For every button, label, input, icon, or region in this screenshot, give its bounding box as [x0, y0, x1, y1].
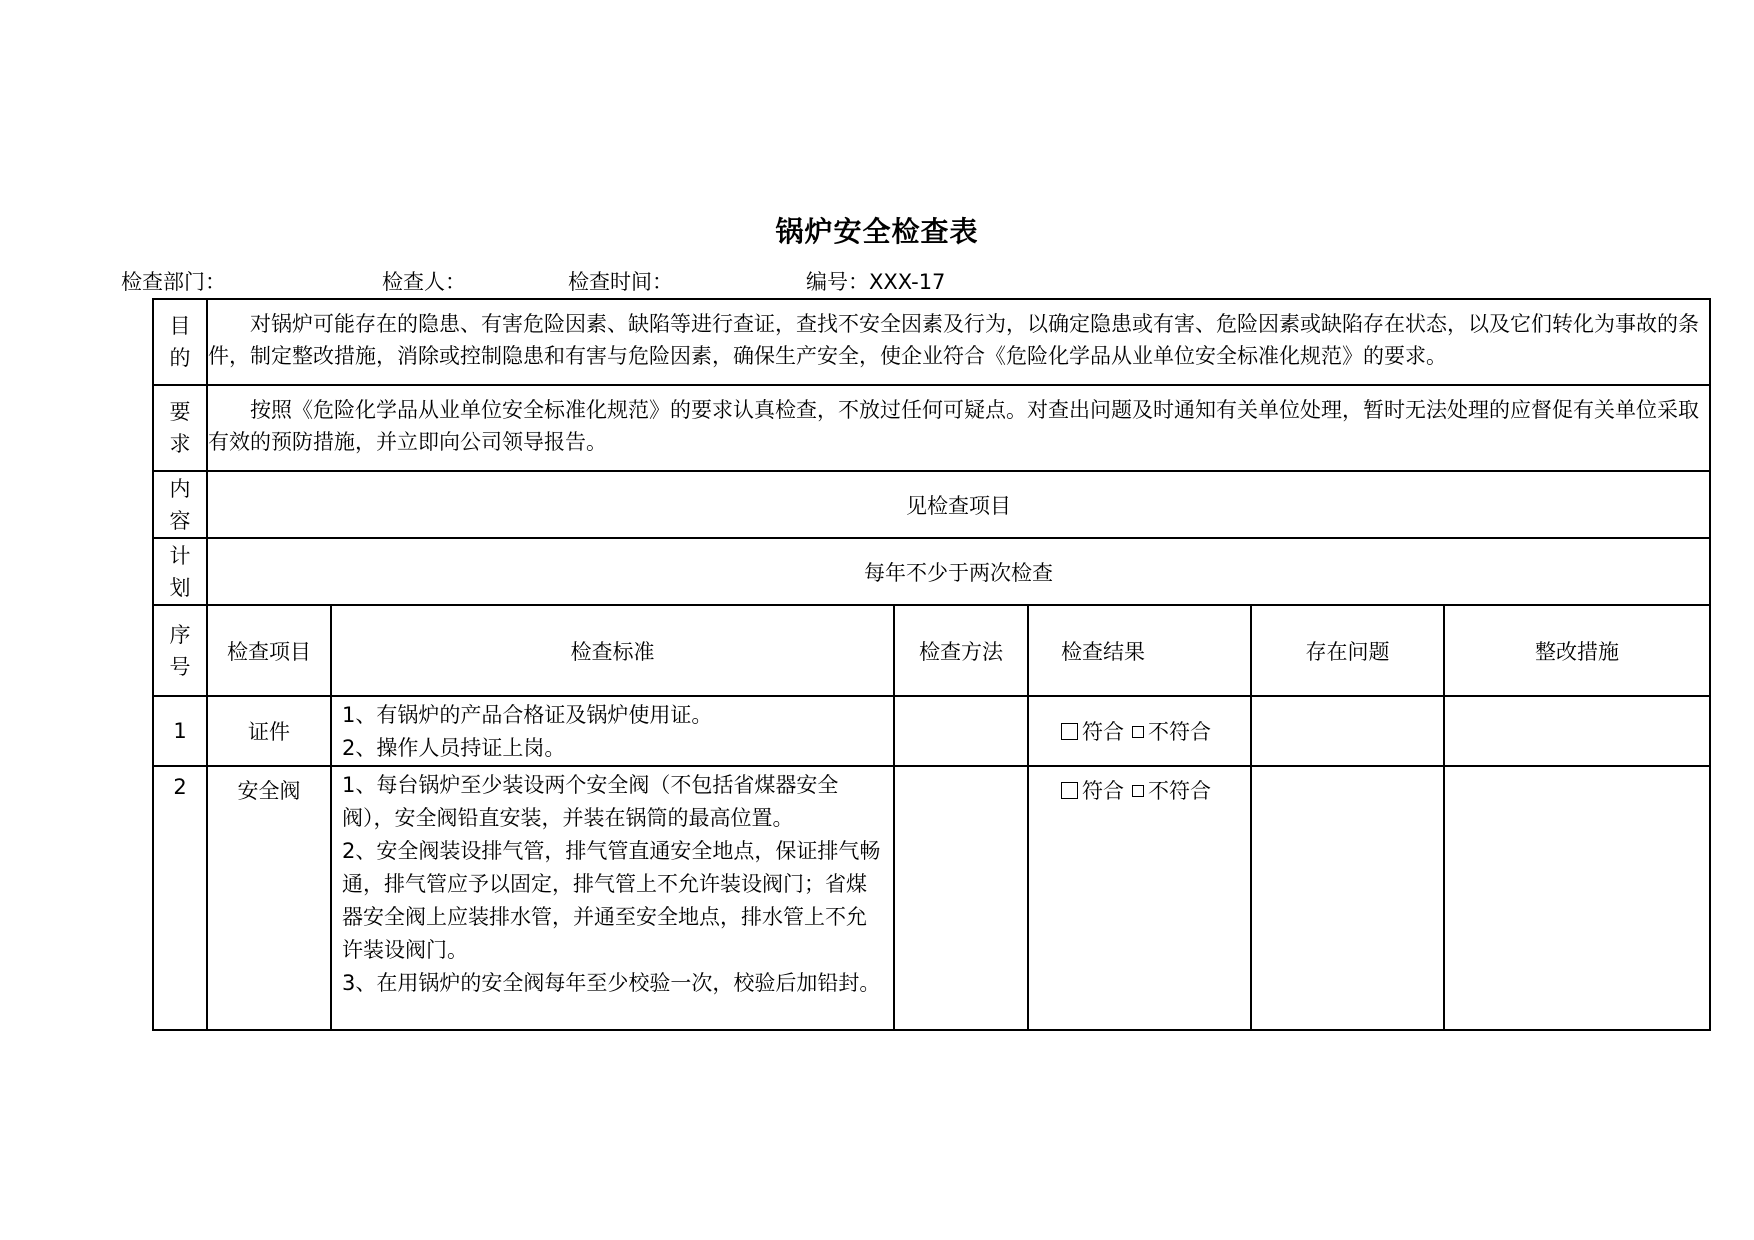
row-result [1028, 766, 1251, 1030]
purpose-label: 目 的 [153, 299, 207, 385]
requirement-text: 按照《危险化学品从业单位安全标准化规范》的要求认真检查，不放过任何可疑点。对查出问题及时通知有关单位处理，暂时无法处理的应督促有关单位采取有效的预防措施，并立即向公司领导报告。 [207, 385, 1710, 471]
header-result: 检查结果 [1028, 605, 1251, 696]
plan-text: 每年不少于两次检查 [207, 538, 1710, 605]
header-seq: 序 号 [153, 605, 207, 696]
row-criteria: 1、每台锅炉至少装设两个安全阀（不包括省煤器安全阀），安全阀铅直安装，并装在锅筒的最高位置。 2、安全阀装设排气管，排气管直通安全地点，保证排气畅通，排气管应予以固定，排气管上不允许装设阀门；省煤器安全阀上应装排水管，并通至安全地点，排水管上不允许装设阀门。 3、在用锅炉的安全阀每年至少校验一次，校验后加铅封。 [331, 766, 894, 1030]
header-standard: 检查标准 [331, 605, 894, 696]
header-measure: 整改措施 [1444, 605, 1710, 696]
table-row [153, 766, 1710, 1030]
row-method[interactable] [894, 696, 1028, 766]
row-seq: 2 [153, 766, 207, 1030]
requirement-row [153, 385, 1710, 471]
row-item: 安全阀 [207, 766, 331, 1030]
page-title: 锅炉安全检查表 [775, 215, 979, 248]
requirement-label: 要 求 [153, 385, 207, 471]
inspection-table [152, 298, 1711, 1031]
header-row [153, 605, 1710, 696]
row-result [1028, 696, 1251, 766]
header-issue: 存在问题 [1251, 605, 1444, 696]
row-issue[interactable] [1251, 696, 1444, 766]
plan-row [153, 538, 1710, 605]
pass-label: 符合 [1082, 779, 1124, 803]
fail-checkbox[interactable] [1132, 726, 1144, 738]
inspector-label: 检查人： [382, 270, 466, 294]
row-criteria: 1、有锅炉的产品合格证及锅炉使用证。 2、操作人员持证上岗。 [331, 696, 894, 766]
row-measure[interactable] [1444, 696, 1710, 766]
header-method: 检查方法 [894, 605, 1028, 696]
row-measure[interactable] [1444, 766, 1710, 1030]
pass-label: 符合 [1082, 720, 1124, 744]
pass-checkbox[interactable] [1061, 782, 1078, 799]
dept-label: 检查部门： [121, 270, 226, 294]
row-seq: 1 [153, 696, 207, 766]
fail-label: 不符合 [1148, 779, 1211, 803]
content-label: 内 容 [153, 471, 207, 538]
content-text: 见检查项目 [207, 471, 1710, 538]
row-issue[interactable] [1251, 766, 1444, 1030]
pass-checkbox[interactable] [1061, 723, 1078, 740]
table-row [153, 696, 1710, 766]
row-method[interactable] [894, 766, 1028, 1030]
header-item: 检查项目 [207, 605, 331, 696]
content-row [153, 471, 1710, 538]
plan-label: 计 划 [153, 538, 207, 605]
number-label: 编号：XXX-17 [806, 270, 946, 294]
fail-label: 不符合 [1148, 720, 1211, 744]
time-label: 检查时间： [568, 270, 673, 294]
purpose-row [153, 299, 1710, 385]
fail-checkbox[interactable] [1132, 785, 1144, 797]
row-item: 证件 [207, 696, 331, 766]
purpose-text: 对锅炉可能存在的隐患、有害危险因素、缺陷等进行查证，查找不安全因素及行为，以确定隐患或有害、危险因素或缺陷存在状态，以及它们转化为事故的条件，制定整改措施，消除或控制隐患和有害与危险因素，确保生产安全，使企业符合《危险化学品从业单位安全标准化规范》的要求。 [207, 299, 1710, 385]
